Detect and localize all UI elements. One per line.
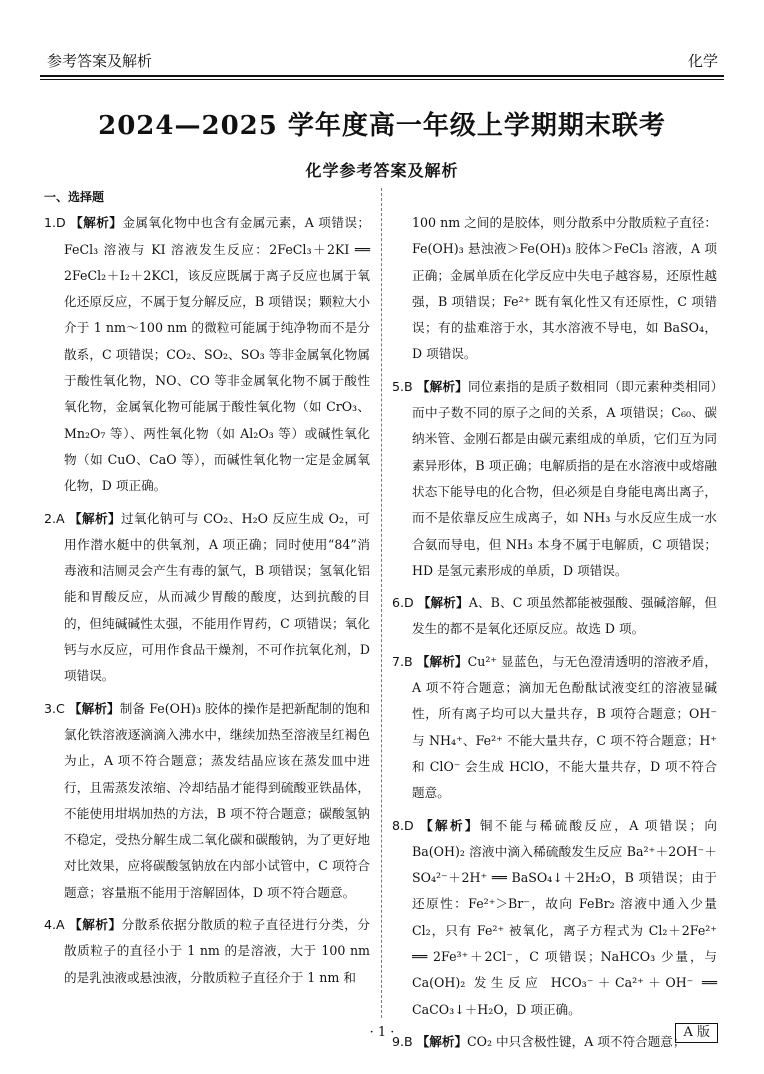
answer-number: 2.A <box>44 510 65 526</box>
answer-item <box>392 590 717 643</box>
answer-number: 5.B <box>392 378 413 394</box>
page-number: · 1 · <box>369 1025 395 1040</box>
page-subtitle: 化学参考答案及解析 <box>305 161 459 180</box>
answer-text: 分散系依据分散质的粒子直径进行分类，分散质粒子的直径小于 1 nm 的是溶液，大于 100 nm 的是乳浊液或悬浊液，分散质粒子直径介于 1 nm 和 <box>64 917 371 985</box>
analysis-tag: 【解析】 <box>416 653 468 669</box>
answer-number: 9.B <box>392 1033 413 1049</box>
answer-number: 6.D <box>392 595 414 611</box>
answer-item <box>44 912 370 991</box>
answer-text: 过氧化钠可与 CO₂、H₂O 反应生成 O₂，可用作潜水艇中的供氧剂，A 项正确；同时使用“84”消毒液和洁厕灵会产生有毒的氯气，B 项错误；氢氧化铝能和胃酸反应，从而减少胃酸的酸度，达到抗酸的目的，但纯碱碱性太强，不能用作胃药，C 项错误；氧化钙与水反应，可用作食品干燥剂，不可作抗氧化剂，D 项错误。 <box>64 510 370 684</box>
analysis-tag: 【解析】 <box>416 1033 468 1049</box>
page-title: 2024—2025 学年度高一年级上学期期末联考 <box>98 111 666 141</box>
answer-text: 金属氧化物中也含有金属元素，A 项错误；FeCl₃ 溶液与 KI 溶液发生反应：2FeCl₃＋2KI ══ 2FeCl₂＋I₂＋2KCl，该反应既属于离子反应也属于氧化还原反应，不属于复分解反应，B 项错误；颗粒大小介于 1 nm～100 nm 的微粒可能属于纯净物而不是分散系，C 项错误；CO₂、SO₂、SO₃ 等非金属氧化物属于酸性氧化物，NO、CO 等非金属氧化物不属于酸性氧化物，金属氧化物可能属于酸性氧化物（如 CrO₃、Mn₂O₇ 等）、两性氧化物（如 Al₂O₃ 等）或碱性氧化物（如 CuO、CaO 等），而碱性氧化物一定是金属氧化物，D 项正确。 <box>64 215 370 494</box>
answer-number: 8.D <box>392 817 414 833</box>
header-right: 化学 <box>687 52 718 70</box>
left-column <box>44 184 370 997</box>
header-rule-thick <box>40 75 724 77</box>
analysis-tag: 【解析】 <box>416 378 468 394</box>
answer-text: Cu²⁺ 显蓝色，与无色澄清透明的溶液矛盾，A 项不符合题意；滴加无色酚酞试液变红的溶液显碱性，所有离子均可以大量共存，B 项符合题意；OH⁻ 与 NH₄⁺、Fe²⁺ 不能大量共存，C 项不符合题意；H⁺ 和 ClO⁻ 会生成 HClO，不能大量共存，D 项不符合题意。 <box>412 653 717 801</box>
right-column <box>392 210 717 1061</box>
answer-item <box>44 210 370 499</box>
answer-number: 7.B <box>392 653 413 669</box>
answer-item <box>44 506 370 690</box>
section-heading: 一、选择题 <box>44 190 105 204</box>
answer-text: 铜不能与稀硫酸反应，A 项错误；向 Ba(OH)₂ 溶液中滴入稀硫酸发生反应 Ba²⁺＋2OH⁻＋SO₄²⁻＋2H⁺ ══ BaSO₄↓＋2H₂O，B 项错误；由于还原性：Fe²⁺＞Br⁻，故向 FeBr₂ 溶液中通入少量 Cl₂，只有 Fe²⁺ 被氧化，离子方程式为 Cl₂＋2Fe²⁺ ══ 2Fe³⁺＋2Cl⁻，C 项错误；NaHCO₃ 少量，与 Ca(OH)₂ 发生反应 HCO₃⁻＋Ca²⁺＋OH⁻ ══ CaCO₃↓＋H₂O，D 项正确。 <box>412 817 717 1017</box>
analysis-tag: 【解析】 <box>69 917 122 933</box>
analysis-tag: 【解析】 <box>70 215 123 231</box>
answer-number: 1.D <box>44 215 66 231</box>
analysis-tag: 【解析】 <box>417 595 469 611</box>
answer-text: 同位素指的是质子数相同（即元素种类相同）而中子数不同的原子之间的关系，A 项错误；C₆₀、碳纳米管、金刚石都是由碳元素组成的单质，它们互为同素异形体，B 项正确；电解质指的是在水溶液中或熔融状态下能导电的化合物，但必须是自身能电离出离子，而不是依靠反应生成离子，如 NH₃ 与水反应生成一水合氨而导电，但 NH₃ 本身不属于电解质，C 项错误；HD 是氢元素形成的单质，D 项错误。 <box>412 378 717 578</box>
column-divider <box>381 188 382 1018</box>
answer-item <box>44 696 370 906</box>
answer-number: 4.A <box>44 917 65 933</box>
answer-text: CO₂ 中只含极性键，A 项不符合题意； <box>467 1033 686 1049</box>
answer-text: 制备 Fe(OH)₃ 胶体的操作是把新配制的饱和氯化铁溶液逐滴滴入沸水中，继续加热至溶液呈红褐色为止，A 项不符合题意；蒸发结晶应该在蒸发皿中进行，且需蒸发浓缩、冷却结晶才能得到硫酸亚铁晶体，不能使用坩埚加热的方法，B 项不符合题意；碳酸氢钠不稳定，受热分解生成二氧化碳和碳酸钠，为了更好地对比效果，应将碳酸氢钠放在内部小试管中，C 项符合题意；容量瓶不能用于溶解固体，D 项不符合题意。 <box>64 700 370 900</box>
answer-number: 3.C <box>44 700 65 716</box>
header-rule-thin <box>40 79 724 80</box>
answer-text: A、B、C 项虽然都能被强酸、强碱溶解，但发生的都不是氧化还原反应。故选 D 项。 <box>412 595 717 637</box>
version-badge: A 版 <box>675 1023 718 1043</box>
analysis-tag: 【解析】 <box>69 510 121 526</box>
header-left: 参考答案及解析 <box>47 52 153 70</box>
analysis-tag: 【解析】 <box>420 817 480 833</box>
analysis-tag: 【解析】 <box>68 700 120 716</box>
answer-item <box>392 813 717 1023</box>
continued-text: 100 nm 之间的是胶体，则分散系中分散质粒子直径：Fe(OH)₃ 悬浊液＞Fe(OH)₃ 胶体＞FeCl₃ 溶液，A 项正确；金属单质在化学反应中失电子越容易，还原性越强，B 项错误；Fe²⁺ 既有氧化性又有还原性，C 项错误；有的盐难溶于水，其水溶液不导电，如 BaSO₄，D 项错误。 <box>412 215 717 362</box>
answer-item <box>392 374 717 584</box>
answer-item <box>392 649 717 807</box>
